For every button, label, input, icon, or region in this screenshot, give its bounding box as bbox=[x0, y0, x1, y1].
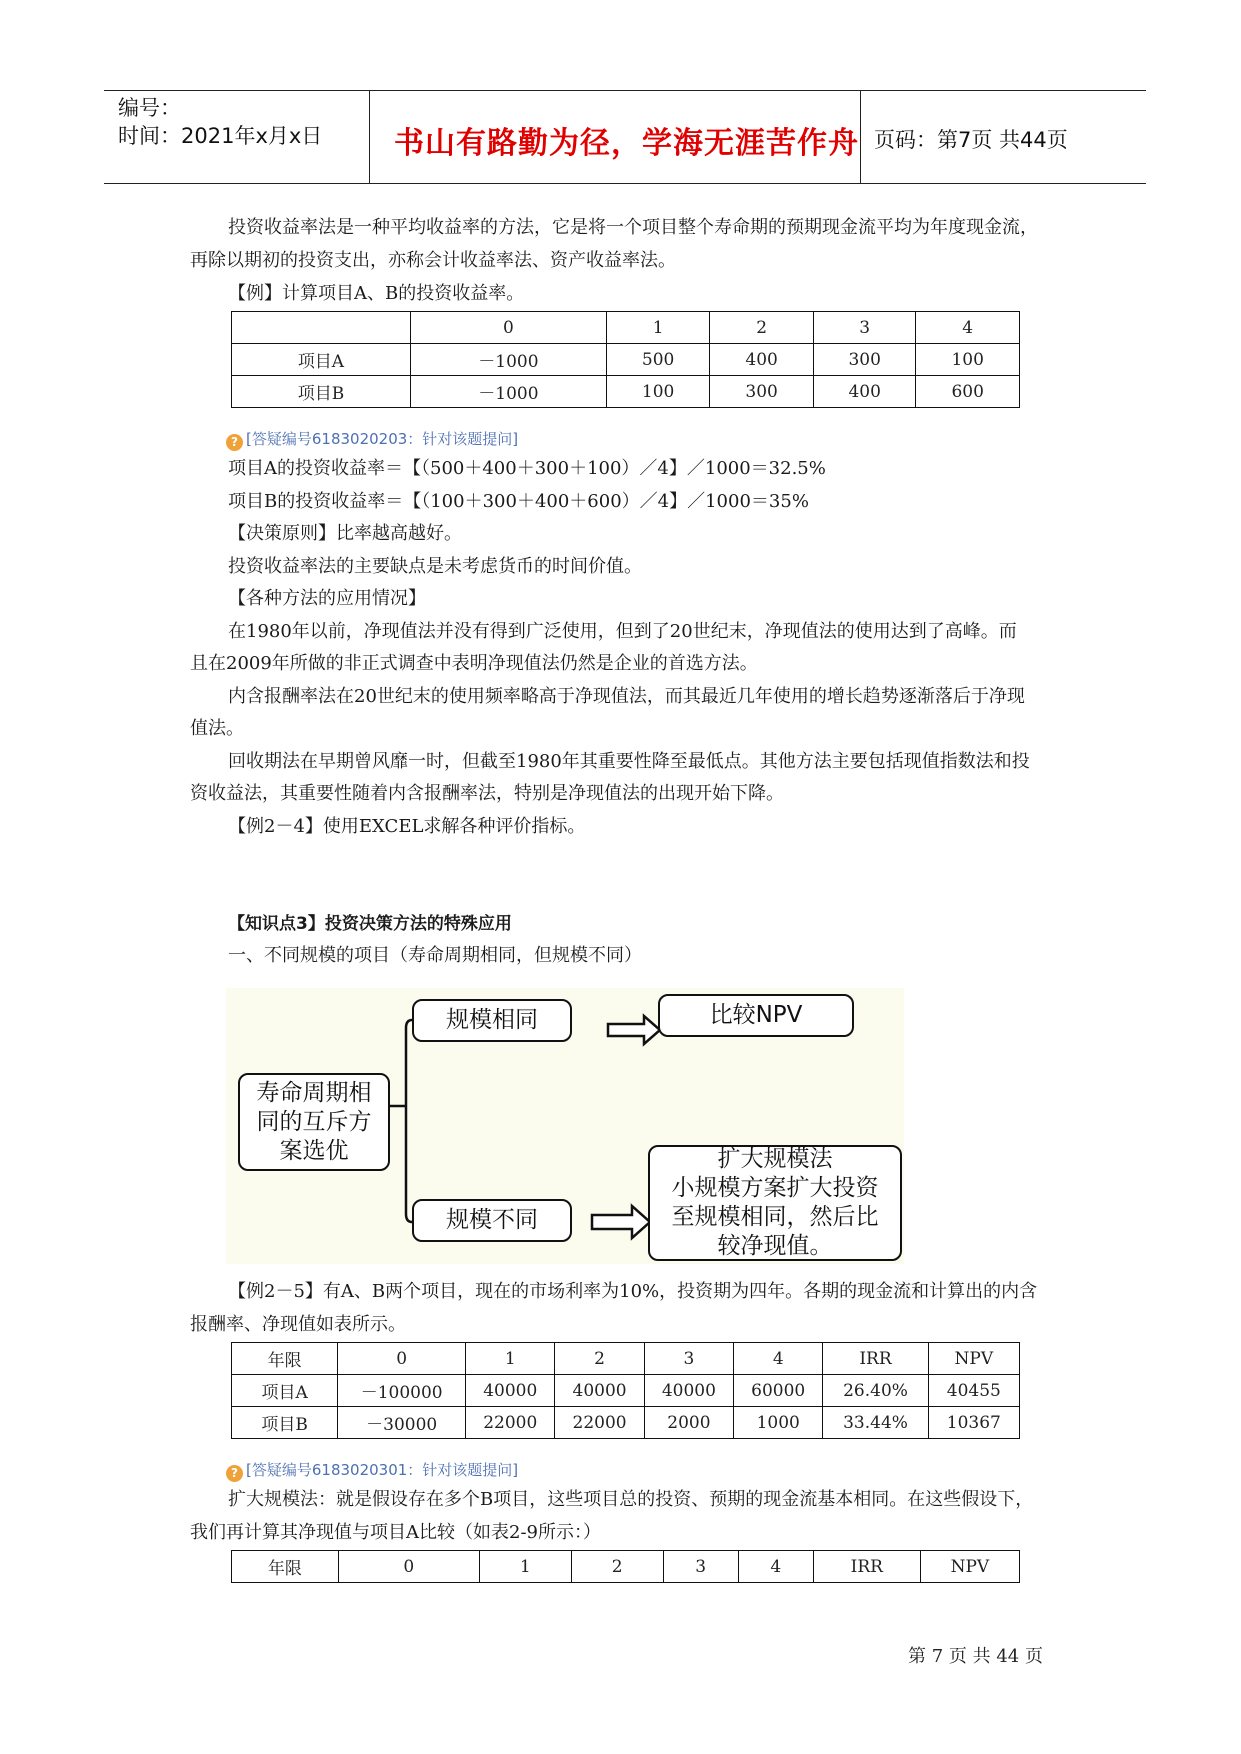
table-header-row bbox=[232, 1343, 1020, 1375]
table-cashflows bbox=[231, 1342, 1020, 1439]
para1-line1: 在1980年以前，净现值法并没有得到广泛使用，但到了20世纪末，净现值法的使用达到了高峰。而 bbox=[228, 621, 1017, 642]
expand-text-line2: 我们再计算其净现值与项目A比较（如表2-9所示：） bbox=[190, 1522, 601, 1543]
header-bottom-rule bbox=[104, 183, 1146, 184]
para2-line2: 值法。 bbox=[190, 718, 244, 739]
table-cell: 1 bbox=[479, 1551, 571, 1583]
table-cell bbox=[232, 312, 411, 344]
header-divider-right bbox=[860, 90, 861, 184]
table-cell: 60000 bbox=[734, 1375, 823, 1407]
intro-line-2: 再除以期初的投资支出，亦称会计收益率法、资产收益率法。 bbox=[190, 250, 676, 271]
example-2-5-line1: 【例2－5】有A、B两个项目，现在的市场利率为10%，投资期为四年。各期的现金流和计算出的内含 bbox=[228, 1281, 1038, 1302]
table-row bbox=[232, 1375, 1020, 1407]
table-cell: 40000 bbox=[466, 1375, 555, 1407]
table-cell: 40000 bbox=[644, 1375, 733, 1407]
table-cell: 40455 bbox=[928, 1375, 1019, 1407]
table-cell: 400 bbox=[710, 344, 814, 376]
table-cell: 26.40% bbox=[823, 1375, 928, 1407]
diff-scale-text: 规模不同 bbox=[446, 1207, 538, 1233]
table-cell: －1000 bbox=[410, 376, 606, 408]
expand-method-body: 小规模方案扩大投资至规模相同，然后比较净现值。 bbox=[671, 1175, 879, 1259]
table-cell: 2000 bbox=[644, 1407, 733, 1439]
table-row bbox=[232, 1407, 1020, 1439]
header-divider-left bbox=[369, 90, 370, 184]
diff-scale-box bbox=[412, 1199, 572, 1242]
table-returns bbox=[231, 311, 1020, 408]
table-cell: 22000 bbox=[555, 1407, 644, 1439]
qa-link-text: [答疑编号6183020203：针对该题提问] bbox=[246, 430, 519, 448]
intro-line-1: 投资收益率法是一种平均收益率的方法，它是将一个项目整个寿命期的预期现金流平均为年度现金流， bbox=[228, 217, 1038, 238]
arrow-right-icon bbox=[608, 1016, 660, 1044]
compare-npv-text: 比较NPV bbox=[709, 1002, 803, 1028]
table-cell: 100 bbox=[606, 376, 710, 408]
table-cell: 2 bbox=[555, 1343, 644, 1375]
qa-link-text: [答疑编号6183020301：针对该题提问] bbox=[246, 1461, 519, 1479]
table-header-row bbox=[232, 312, 1020, 344]
table-cell: －30000 bbox=[338, 1407, 466, 1439]
table-cell: 年限 bbox=[232, 1343, 338, 1375]
root-box-text: 寿命周期相同的互斥方案选优 bbox=[256, 1079, 372, 1164]
table-cell: NPV bbox=[928, 1343, 1019, 1375]
para3-line1: 回收期法在早期曾风靡一时，但截至1980年其重要性降至最低点。其他方法主要包括现值指数法和投 bbox=[228, 751, 1030, 772]
table-cell: IRR bbox=[813, 1551, 920, 1583]
question-icon: ? bbox=[226, 1465, 243, 1482]
decision-principle: 【决策原则】比率越高越好。 bbox=[228, 523, 462, 544]
drawback-text: 投资收益率法的主要缺点是未考虑货币的时间价值。 bbox=[228, 556, 642, 577]
same-scale-text: 规模相同 bbox=[446, 1007, 538, 1033]
table-cell: 10367 bbox=[928, 1407, 1019, 1439]
table-cell: 4 bbox=[738, 1551, 813, 1583]
example-2-5-line2: 报酬率、净现值如表所示。 bbox=[190, 1314, 406, 1335]
header-motto: 书山有路勤为径，学海无涯苦作舟 bbox=[394, 126, 859, 161]
table-cell: 3 bbox=[663, 1551, 738, 1583]
question-icon: ? bbox=[226, 434, 243, 451]
table-row bbox=[232, 376, 1020, 408]
arrow-right-icon bbox=[592, 1206, 650, 1238]
table-row bbox=[232, 344, 1020, 376]
calc-line-a: 项目A的投资收益率＝【（500＋400＋300＋100）／4】／1000＝32.5% bbox=[228, 458, 826, 479]
table-cell: NPV bbox=[920, 1551, 1019, 1583]
para1-line2: 且在2009年所做的非正式调查中表明净现值法仍然是企业的首选方法。 bbox=[190, 653, 758, 674]
table-cell: 1000 bbox=[734, 1407, 823, 1439]
same-scale-box bbox=[412, 999, 572, 1042]
table-cell: 年限 bbox=[232, 1551, 339, 1583]
qa-link-1[interactable] bbox=[226, 428, 518, 451]
table-cell: 400 bbox=[813, 376, 916, 408]
root-box bbox=[238, 1073, 390, 1171]
table-cell: 40000 bbox=[555, 1375, 644, 1407]
applications-title: 【各种方法的应用情况】 bbox=[228, 588, 426, 609]
table-cell: 2 bbox=[571, 1551, 663, 1583]
table-cell: 4 bbox=[916, 312, 1020, 344]
expand-text-line1: 扩大规模法：就是假设存在多个B项目，这些项目总的投资、预期的现金流基本相同。在这些假设下， bbox=[228, 1489, 1034, 1510]
table-cell: 3 bbox=[813, 312, 916, 344]
table-cell: 项目A bbox=[232, 1375, 338, 1407]
table-cell: 0 bbox=[338, 1551, 479, 1583]
compare-npv-box bbox=[658, 994, 854, 1037]
table-cell: －100000 bbox=[338, 1375, 466, 1407]
example-heading: 【例】计算项目A、B的投资收益率。 bbox=[228, 283, 525, 304]
table-cell: －1000 bbox=[410, 344, 606, 376]
table-cell: 100 bbox=[916, 344, 1020, 376]
branch-bracket bbox=[406, 1020, 412, 1222]
para2-line1: 内含报酬率法在20世纪末的使用频率略高于净现值法，而其最近几年使用的增长趋势逐渐落后于净现 bbox=[228, 686, 1025, 707]
table-expanded bbox=[231, 1550, 1020, 1583]
table-cell: 项目B bbox=[232, 1407, 338, 1439]
table-cell: 项目B bbox=[232, 376, 411, 408]
table-cell: 0 bbox=[410, 312, 606, 344]
table-cell: 500 bbox=[606, 344, 710, 376]
expand-method-title: 扩大规模法 bbox=[717, 1146, 833, 1172]
table-cell: 1 bbox=[466, 1343, 555, 1375]
qa-link-2[interactable] bbox=[226, 1459, 518, 1482]
table-cell: 4 bbox=[734, 1343, 823, 1375]
section-title: 【知识点3】投资决策方法的特殊应用 bbox=[228, 914, 512, 934]
table-cell: 300 bbox=[813, 344, 916, 376]
table-cell: 项目A bbox=[232, 344, 411, 376]
table-cell: 600 bbox=[916, 376, 1020, 408]
table-header-row bbox=[232, 1551, 1020, 1583]
table-cell: 1 bbox=[606, 312, 710, 344]
serial-label: 编号： bbox=[118, 96, 181, 120]
section-subtitle: 一、不同规模的项目（寿命周期相同，但规模不同） bbox=[228, 945, 642, 966]
para3-line2: 资收益法，其重要性随着内含报酬率法，特别是净现值法的出现开始下降。 bbox=[190, 783, 784, 804]
table-cell: 0 bbox=[338, 1343, 466, 1375]
header-top-rule bbox=[104, 90, 1146, 91]
expand-method-box bbox=[648, 1145, 902, 1261]
table-cell: 33.44% bbox=[823, 1407, 928, 1439]
example-2-4: 【例2－4】使用EXCEL求解各种评价指标。 bbox=[228, 816, 586, 837]
table-cell: 300 bbox=[710, 376, 814, 408]
page-label: 页码：第7页 共44页 bbox=[874, 128, 1068, 152]
time-label: 时间：2021年x月x日 bbox=[118, 124, 323, 148]
table-cell: 22000 bbox=[466, 1407, 555, 1439]
decision-diagram bbox=[226, 988, 904, 1264]
calc-line-b: 项目B的投资收益率＝【（100＋300＋400＋600）／4】／1000＝35% bbox=[228, 491, 809, 512]
table-cell: IRR bbox=[823, 1343, 928, 1375]
page-footer: 第 7 页 共 44 页 bbox=[908, 1646, 1043, 1667]
table-cell: 3 bbox=[644, 1343, 733, 1375]
table-cell: 2 bbox=[710, 312, 814, 344]
